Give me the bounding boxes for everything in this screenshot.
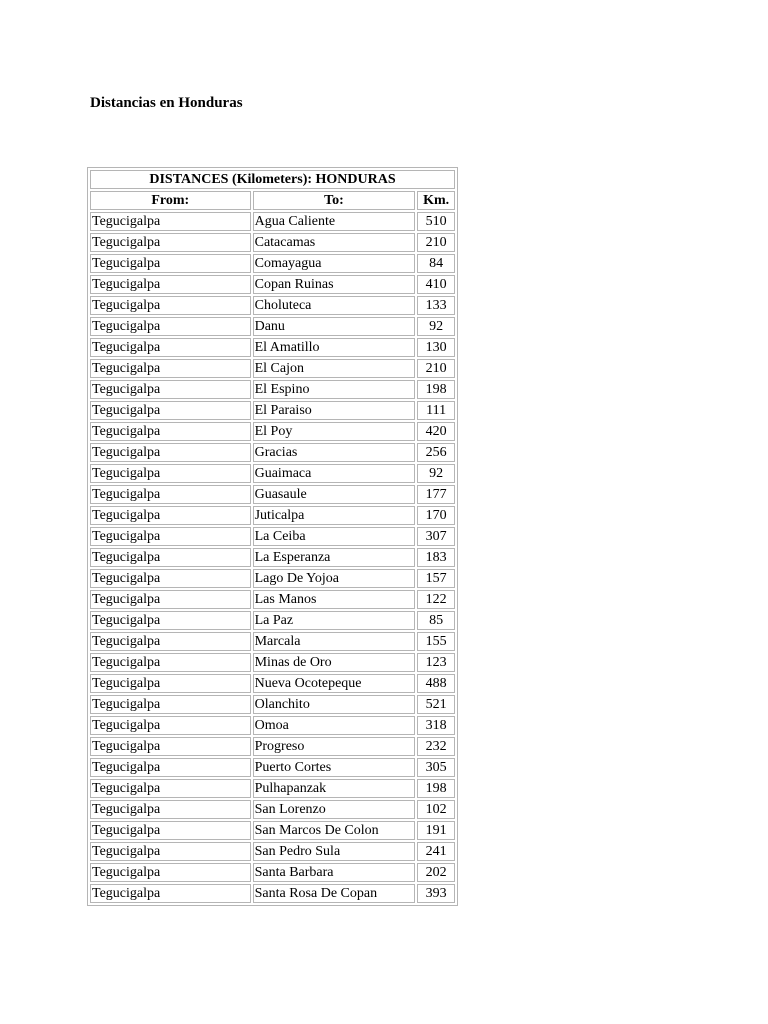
cell-km: 202 <box>417 863 455 882</box>
cell-to: Progreso <box>253 737 416 756</box>
table-row <box>90 863 455 882</box>
cell-to: Las Manos <box>253 590 416 609</box>
cell-from: Tegucigalpa <box>90 296 251 315</box>
cell-to: Copan Ruinas <box>253 275 416 294</box>
table-row <box>90 254 455 273</box>
cell-km: 170 <box>417 506 455 525</box>
cell-km: 232 <box>417 737 455 756</box>
table-row <box>90 296 455 315</box>
cell-to: Agua Caliente <box>253 212 416 231</box>
cell-from: Tegucigalpa <box>90 359 251 378</box>
cell-from: Tegucigalpa <box>90 401 251 420</box>
distance-table <box>87 167 458 906</box>
table-row <box>90 548 455 567</box>
table-row <box>90 716 455 735</box>
cell-km: 420 <box>417 422 455 441</box>
cell-to: El Poy <box>253 422 416 441</box>
cell-from: Tegucigalpa <box>90 338 251 357</box>
cell-to: Santa Barbara <box>253 863 416 882</box>
cell-km: 191 <box>417 821 455 840</box>
table-row <box>90 212 455 231</box>
table-row <box>90 485 455 504</box>
table-row <box>90 233 455 252</box>
cell-km: 210 <box>417 233 455 252</box>
table-header-row <box>90 191 455 210</box>
cell-to: Gracias <box>253 443 416 462</box>
table-row <box>90 380 455 399</box>
cell-to: San Marcos De Colon <box>253 821 416 840</box>
table-row <box>90 590 455 609</box>
cell-from: Tegucigalpa <box>90 548 251 567</box>
table-row <box>90 884 455 903</box>
table-row <box>90 506 455 525</box>
table-row <box>90 443 455 462</box>
table-body <box>90 212 455 903</box>
cell-to: San Lorenzo <box>253 800 416 819</box>
cell-to: La Paz <box>253 611 416 630</box>
cell-from: Tegucigalpa <box>90 443 251 462</box>
cell-from: Tegucigalpa <box>90 254 251 273</box>
cell-from: Tegucigalpa <box>90 212 251 231</box>
cell-to: La Esperanza <box>253 548 416 567</box>
table-caption: DISTANCES (Kilometers): HONDURAS <box>90 170 455 189</box>
table-row <box>90 758 455 777</box>
cell-km: 305 <box>417 758 455 777</box>
column-header-to: To: <box>253 191 416 210</box>
cell-km: 521 <box>417 695 455 714</box>
cell-from: Tegucigalpa <box>90 569 251 588</box>
cell-to: La Ceiba <box>253 527 416 546</box>
table-row <box>90 737 455 756</box>
cell-from: Tegucigalpa <box>90 632 251 651</box>
cell-km: 92 <box>417 317 455 336</box>
table-row <box>90 422 455 441</box>
cell-km: 111 <box>417 401 455 420</box>
cell-km: 122 <box>417 590 455 609</box>
cell-km: 393 <box>417 884 455 903</box>
cell-from: Tegucigalpa <box>90 737 251 756</box>
cell-from: Tegucigalpa <box>90 653 251 672</box>
cell-to: Puerto Cortes <box>253 758 416 777</box>
cell-to: Santa Rosa De Copan <box>253 884 416 903</box>
cell-from: Tegucigalpa <box>90 611 251 630</box>
cell-to: Pulhapanzak <box>253 779 416 798</box>
cell-km: 92 <box>417 464 455 483</box>
cell-to: Juticalpa <box>253 506 416 525</box>
cell-to: Olanchito <box>253 695 416 714</box>
cell-from: Tegucigalpa <box>90 884 251 903</box>
cell-from: Tegucigalpa <box>90 422 251 441</box>
cell-from: Tegucigalpa <box>90 317 251 336</box>
cell-km: 155 <box>417 632 455 651</box>
cell-to: Choluteca <box>253 296 416 315</box>
cell-to: El Cajon <box>253 359 416 378</box>
table-row <box>90 569 455 588</box>
table-row <box>90 695 455 714</box>
cell-from: Tegucigalpa <box>90 716 251 735</box>
cell-km: 123 <box>417 653 455 672</box>
cell-km: 488 <box>417 674 455 693</box>
cell-km: 84 <box>417 254 455 273</box>
table-row <box>90 800 455 819</box>
table-row <box>90 464 455 483</box>
table-caption-row <box>90 170 455 189</box>
table-row <box>90 611 455 630</box>
cell-to: Marcala <box>253 632 416 651</box>
page-title: Distancias en Honduras <box>90 95 243 111</box>
cell-from: Tegucigalpa <box>90 275 251 294</box>
cell-to: El Amatillo <box>253 338 416 357</box>
cell-from: Tegucigalpa <box>90 506 251 525</box>
cell-km: 256 <box>417 443 455 462</box>
cell-to: Danu <box>253 317 416 336</box>
cell-from: Tegucigalpa <box>90 695 251 714</box>
cell-km: 198 <box>417 380 455 399</box>
cell-from: Tegucigalpa <box>90 590 251 609</box>
cell-km: 133 <box>417 296 455 315</box>
table-row <box>90 275 455 294</box>
table-row <box>90 359 455 378</box>
table-row <box>90 842 455 861</box>
cell-from: Tegucigalpa <box>90 527 251 546</box>
cell-to: San Pedro Sula <box>253 842 416 861</box>
table-row <box>90 821 455 840</box>
cell-from: Tegucigalpa <box>90 842 251 861</box>
table-row <box>90 653 455 672</box>
cell-to: Comayagua <box>253 254 416 273</box>
cell-km: 157 <box>417 569 455 588</box>
table-row <box>90 401 455 420</box>
cell-km: 210 <box>417 359 455 378</box>
cell-to: Minas de Oro <box>253 653 416 672</box>
cell-km: 241 <box>417 842 455 861</box>
cell-km: 510 <box>417 212 455 231</box>
cell-from: Tegucigalpa <box>90 800 251 819</box>
cell-from: Tegucigalpa <box>90 233 251 252</box>
cell-from: Tegucigalpa <box>90 758 251 777</box>
table-row <box>90 527 455 546</box>
cell-km: 102 <box>417 800 455 819</box>
table-row <box>90 779 455 798</box>
cell-from: Tegucigalpa <box>90 779 251 798</box>
table-row <box>90 338 455 357</box>
cell-from: Tegucigalpa <box>90 380 251 399</box>
table-row <box>90 317 455 336</box>
table-row <box>90 632 455 651</box>
cell-to: Nueva Ocotepeque <box>253 674 416 693</box>
cell-km: 318 <box>417 716 455 735</box>
cell-km: 183 <box>417 548 455 567</box>
cell-to: El Espino <box>253 380 416 399</box>
cell-km: 307 <box>417 527 455 546</box>
cell-km: 130 <box>417 338 455 357</box>
cell-from: Tegucigalpa <box>90 674 251 693</box>
cell-to: El Paraiso <box>253 401 416 420</box>
cell-to: Catacamas <box>253 233 416 252</box>
cell-to: Lago De Yojoa <box>253 569 416 588</box>
table-row <box>90 674 455 693</box>
cell-to: Guaimaca <box>253 464 416 483</box>
cell-from: Tegucigalpa <box>90 821 251 840</box>
cell-from: Tegucigalpa <box>90 485 251 504</box>
column-header-from: From: <box>90 191 251 210</box>
cell-to: Guasaule <box>253 485 416 504</box>
cell-from: Tegucigalpa <box>90 464 251 483</box>
cell-km: 85 <box>417 611 455 630</box>
cell-to: Omoa <box>253 716 416 735</box>
column-header-km: Km. <box>417 191 455 210</box>
cell-km: 410 <box>417 275 455 294</box>
cell-km: 177 <box>417 485 455 504</box>
cell-from: Tegucigalpa <box>90 863 251 882</box>
cell-km: 198 <box>417 779 455 798</box>
